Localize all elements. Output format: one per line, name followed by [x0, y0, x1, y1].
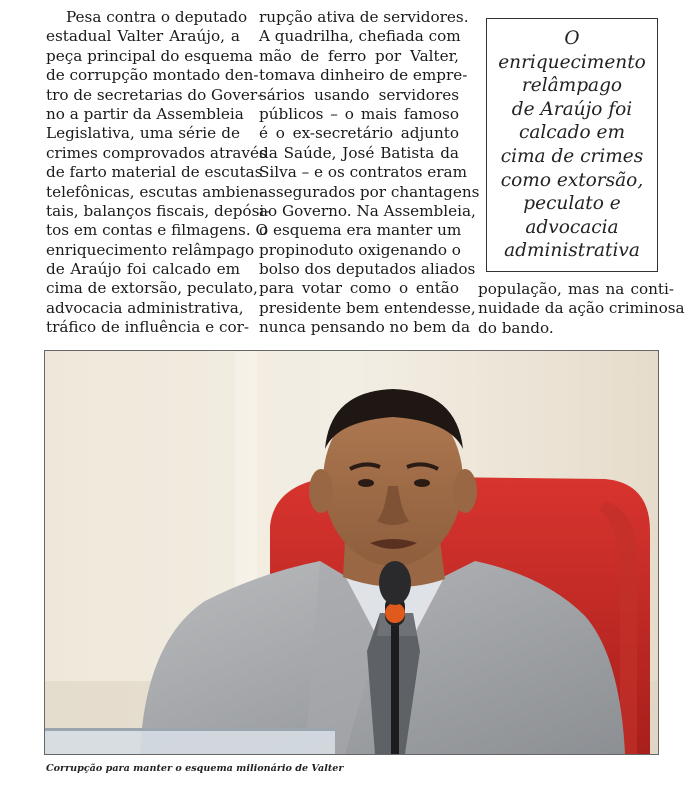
article-line: rupção ativa de servidores. [259, 8, 469, 26]
pull-quote-line: relâmpago [521, 75, 623, 97]
article-line: sários usando servidores [259, 85, 459, 104]
article-line: cima de extorsão, peculato, [46, 279, 258, 298]
article-line: de Araújo foi calcado em [46, 260, 240, 279]
photo-illustration [45, 351, 658, 754]
article-line: Pesa contra o deputado [66, 8, 248, 26]
pull-quote-line: O [564, 28, 580, 50]
article-line: tos em contas e filmagens. O [46, 221, 268, 240]
article-photo [44, 350, 659, 755]
article-line: propinoduto oxigenando o [259, 240, 461, 259]
article-line: tomava dinheiro de empre- [259, 66, 468, 85]
article-line: telefônicas, escutas ambien- [46, 182, 265, 201]
pull-quote-line: de Araújo foi [511, 98, 633, 120]
article-line: enriquecimento relâmpago [46, 240, 255, 259]
pull-quote-line: calcado em [518, 122, 626, 144]
pull-quote-line: peculato e [523, 193, 621, 215]
article-column-1 [46, 8, 270, 338]
article-line: nunca pensando no bem da [259, 318, 471, 337]
article-line: no a partir da Assembleia [46, 104, 244, 123]
article-line: Legislativa, uma série de [46, 124, 240, 143]
article-line: de corrupção montado den- [46, 66, 259, 85]
article-line: assegurados por chantagens [259, 182, 480, 201]
article-line: o esquema era manter um [259, 221, 462, 240]
article-line: de farto material de escutas [46, 163, 263, 182]
article-column-2 [259, 8, 480, 338]
article-line: tráfico de influência e cor- [46, 318, 249, 337]
article-line: tro de secretarias do Gover- [46, 85, 263, 104]
article-line: estadual Valter Araújo, a [46, 27, 240, 46]
article-column-3 [478, 280, 685, 338]
article-line: para votar como o então [259, 279, 459, 298]
pull-quote-line: cima de crimes [500, 146, 644, 167]
article-line: A quadrilha, chefiada com [259, 27, 461, 46]
article-line: bolso dos deputados aliados [259, 260, 476, 279]
photo-caption: Corrupção para manter o esquema milionário de Valter [46, 763, 344, 774]
article-line: nuidade da ação criminosa [478, 299, 685, 318]
article-line: ao Governo. Na Assembleia, [259, 201, 476, 220]
pull-quote [498, 27, 646, 263]
article-line: presidente bem entendesse, [259, 298, 476, 317]
article-line: crimes comprovados através [46, 143, 267, 162]
pull-quote-box [486, 18, 658, 272]
article-line: peça principal do esquema [46, 46, 253, 65]
article-line: da Saúde, José Batista da [259, 143, 459, 162]
article-line: advocacia administrativa, [46, 298, 244, 317]
pull-quote-line: como extorsão, [500, 169, 644, 191]
article-line: tais, balanços fiscais, depósi- [46, 201, 270, 220]
article-line: do bando. [478, 318, 554, 337]
pull-quote-line: administrativa [504, 240, 640, 262]
article-line: públicos – o mais famoso [259, 104, 459, 123]
article-line: população, mas na conti- [478, 280, 674, 298]
article-line: mão de ferro por Valter, [259, 46, 459, 65]
pull-quote-line: advocacia [525, 216, 619, 238]
article-line: é o ex-secretário adjunto [259, 124, 459, 143]
pull-quote-line: enriquecimento [498, 51, 646, 73]
article-line: Silva – e os contratos eram [259, 163, 468, 182]
